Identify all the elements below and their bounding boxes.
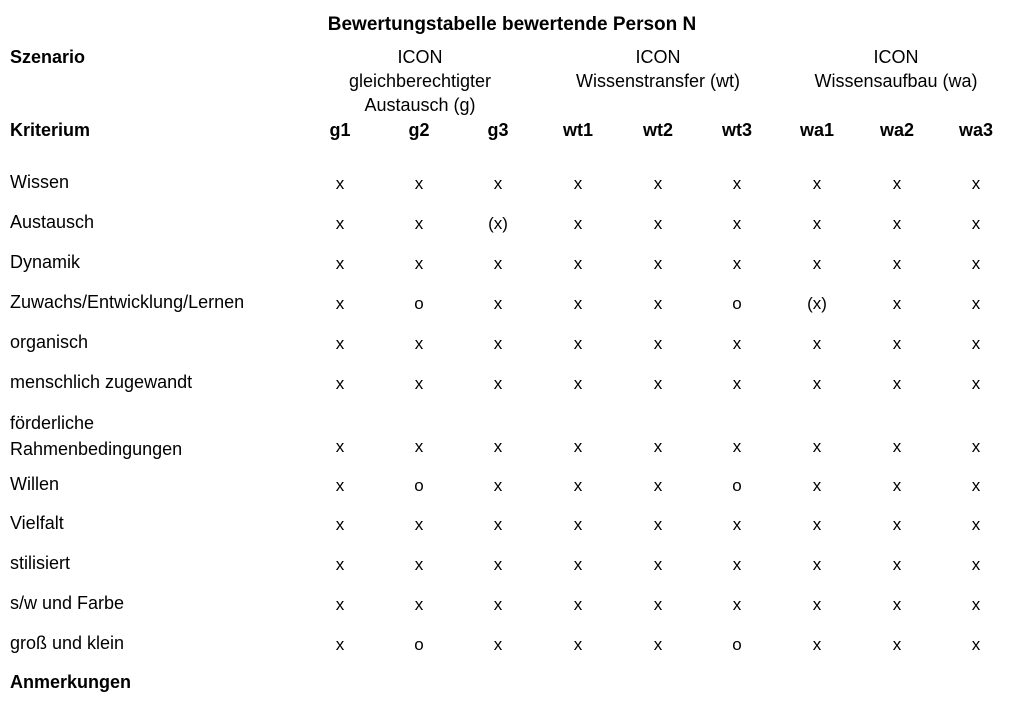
rating-cell: x: [812, 437, 822, 456]
rating-cell: x: [335, 374, 345, 393]
row-label: Vielfalt: [10, 513, 64, 533]
rating-cell: x: [335, 294, 345, 313]
rating-cell: x: [892, 476, 902, 495]
rating-cell: x: [653, 334, 663, 353]
group-g-line-2: gleichberechtigter: [348, 71, 492, 91]
rating-cell: x: [653, 254, 663, 273]
scenario-label: Szenario: [10, 47, 86, 67]
rating-cell: x: [971, 595, 981, 614]
column-header-wa1: wa1: [799, 120, 835, 140]
group-header-wt: [548, 45, 768, 93]
rating-cell: x: [573, 476, 583, 495]
row-label-line: förderliche: [10, 413, 95, 433]
rating-cell: x: [971, 294, 981, 313]
row-label: Wissen: [10, 172, 70, 192]
column-header-wt1: wt1: [562, 120, 593, 140]
row-label: Willen: [10, 474, 60, 494]
rating-cell: x: [653, 595, 663, 614]
rating-cell: x: [732, 374, 742, 393]
rating-cell: x: [573, 254, 583, 273]
column-header-wa2: wa2: [879, 120, 915, 140]
rating-cell: x: [335, 334, 345, 353]
rating-cell: x: [892, 294, 902, 313]
rating-cell: x: [414, 374, 424, 393]
rating-cell: x: [493, 254, 503, 273]
rating-cell: x: [812, 374, 822, 393]
rating-cell: x: [892, 214, 902, 233]
rating-cell: (x): [807, 294, 827, 313]
rating-cell: x: [414, 515, 424, 534]
rating-cell: x: [892, 555, 902, 574]
rating-cell: x: [732, 595, 742, 614]
rating-cell: x: [971, 174, 981, 193]
column-header-g2: g2: [408, 120, 430, 140]
rating-cell: x: [493, 515, 503, 534]
rating-cell: x: [971, 555, 981, 574]
rating-cell: x: [335, 214, 345, 233]
rating-cell: x: [573, 437, 583, 456]
rating-cell: x: [812, 555, 822, 574]
rating-cell: x: [573, 555, 583, 574]
rating-cell: o: [732, 635, 742, 654]
rating-cell: x: [653, 515, 663, 534]
rating-cell: x: [892, 174, 902, 193]
row-label: stilisiert: [10, 553, 71, 573]
column-header-g3: g3: [487, 120, 509, 140]
rating-cell: x: [493, 294, 503, 313]
rating-cell: x: [732, 174, 742, 193]
rating-cell: x: [971, 254, 981, 273]
rating-cell: x: [971, 476, 981, 495]
row-label: groß und klein: [10, 633, 125, 653]
rating-cell: o: [414, 294, 424, 313]
group-g-line-3: Austausch (g): [364, 95, 476, 115]
rating-cell: x: [573, 214, 583, 233]
rating-cell: x: [732, 515, 742, 534]
rating-cell: x: [732, 437, 742, 456]
rating-cell: x: [812, 334, 822, 353]
column-header-wt2: wt2: [642, 120, 673, 140]
rating-cell: x: [971, 437, 981, 456]
rating-cell: x: [971, 374, 981, 393]
table-title: Bewertungstabelle bewertende Person N: [327, 14, 697, 35]
rating-cell: x: [493, 334, 503, 353]
rating-cell: x: [573, 334, 583, 353]
rating-cell: o: [414, 635, 424, 654]
rating-cell: o: [732, 476, 742, 495]
row-label: [10, 410, 182, 462]
rating-cell: x: [653, 294, 663, 313]
rating-cell: x: [335, 595, 345, 614]
rating-cell: x: [812, 254, 822, 273]
rating-cell: x: [892, 595, 902, 614]
rating-cell: (x): [488, 214, 508, 233]
group-wa-line-2: Wissensaufbau (wa): [814, 71, 978, 91]
rating-cell: x: [892, 334, 902, 353]
rating-cell: x: [493, 595, 503, 614]
rating-cell: x: [971, 334, 981, 353]
column-header-wt3: wt3: [721, 120, 752, 140]
rating-cell: x: [414, 437, 424, 456]
rating-cell: x: [892, 437, 902, 456]
rating-cell: x: [653, 374, 663, 393]
rating-cell: x: [573, 174, 583, 193]
rating-cell: x: [414, 254, 424, 273]
rating-cell: x: [653, 214, 663, 233]
rating-cell: x: [971, 635, 981, 654]
rating-cell: x: [335, 476, 345, 495]
row-label: Zuwachs/Entwicklung/Lernen: [10, 292, 245, 312]
rating-cell: x: [653, 174, 663, 193]
rating-cell: x: [414, 334, 424, 353]
rating-cell: x: [335, 515, 345, 534]
group-wt-line-1: ICON: [635, 47, 681, 67]
rating-cell: x: [573, 515, 583, 534]
rating-cell: x: [971, 515, 981, 534]
rating-cell: x: [653, 635, 663, 654]
rating-cell: x: [732, 254, 742, 273]
rating-cell: x: [892, 635, 902, 654]
rating-cell: x: [892, 374, 902, 393]
rating-cell: o: [414, 476, 424, 495]
rating-cell: x: [573, 595, 583, 614]
rating-cell: x: [335, 437, 345, 456]
rating-cell: x: [812, 595, 822, 614]
group-wa-line-1: ICON: [873, 47, 919, 67]
rating-cell: x: [573, 294, 583, 313]
rating-cell: x: [335, 174, 345, 193]
group-g-line-1: ICON: [397, 47, 443, 67]
row-label: s/w und Farbe: [10, 593, 125, 613]
rating-cell: x: [493, 555, 503, 574]
rating-cell: x: [573, 374, 583, 393]
rating-cell: x: [971, 214, 981, 233]
rating-cell: x: [414, 595, 424, 614]
rating-cell: x: [493, 374, 503, 393]
rating-cell: x: [812, 635, 822, 654]
rating-cell: x: [335, 254, 345, 273]
rating-cell: x: [573, 635, 583, 654]
rating-cell: x: [892, 515, 902, 534]
column-header-g1: g1: [329, 120, 351, 140]
row-label-line: Rahmenbedingungen: [10, 439, 183, 459]
rating-cell: x: [414, 174, 424, 193]
rating-cell: x: [653, 476, 663, 495]
rating-cell: x: [653, 555, 663, 574]
column-header-wa3: wa3: [958, 120, 994, 140]
rating-cell: x: [812, 476, 822, 495]
group-header-g: [310, 45, 530, 117]
group-header-wa: [786, 45, 1006, 93]
rating-cell: x: [653, 437, 663, 456]
group-wt-line-2: Wissenstransfer (wt): [575, 71, 741, 91]
rating-cell: o: [732, 294, 742, 313]
rating-cell: x: [892, 254, 902, 273]
rating-cell: x: [493, 174, 503, 193]
row-label: Dynamik: [10, 252, 81, 272]
rating-cell: x: [335, 555, 345, 574]
rating-cell: x: [414, 555, 424, 574]
rating-cell: x: [812, 515, 822, 534]
remarks-label: Anmerkungen: [10, 672, 132, 692]
criterion-label: Kriterium: [10, 120, 91, 140]
row-label: Austausch: [10, 212, 95, 232]
row-label: organisch: [10, 332, 89, 352]
rating-cell: x: [493, 476, 503, 495]
rating-cell: x: [335, 635, 345, 654]
rating-cell: x: [812, 174, 822, 193]
row-label: menschlich zugewandt: [10, 372, 193, 392]
rating-cell: x: [414, 214, 424, 233]
rating-cell: x: [732, 555, 742, 574]
rating-cell: x: [493, 635, 503, 654]
rating-cell: x: [493, 437, 503, 456]
rating-cell: x: [812, 214, 822, 233]
rating-cell: x: [732, 334, 742, 353]
rating-cell: x: [732, 214, 742, 233]
